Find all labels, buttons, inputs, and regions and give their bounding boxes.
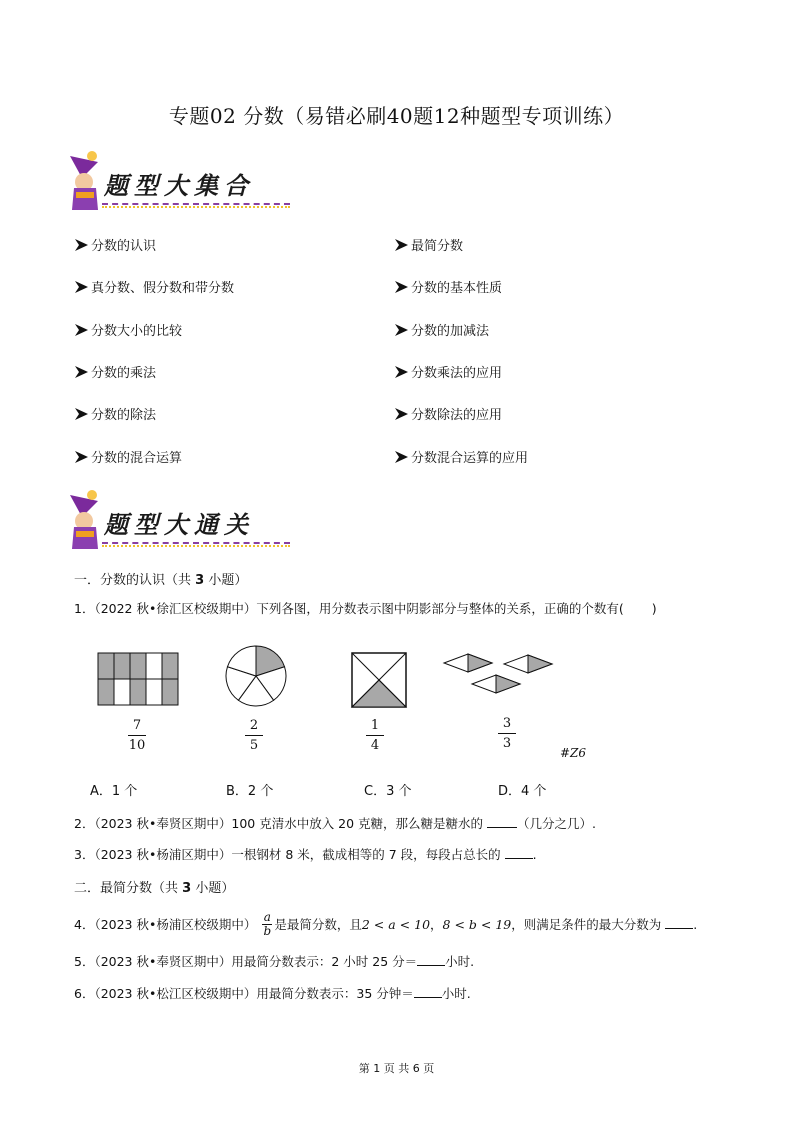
arrow-bullet-icon [74, 450, 89, 464]
answer-blank[interactable] [665, 916, 693, 929]
banner-title: 题型大通关 [104, 510, 254, 539]
arrow-bullet-icon [74, 323, 89, 337]
arrow-bullet-icon [74, 238, 89, 252]
topic-item: 真分数、假分数和带分数 [74, 277, 234, 296]
arrow-bullet-icon [74, 365, 89, 379]
arrow-bullet-icon [394, 323, 409, 337]
arrow-bullet-icon [394, 280, 409, 294]
question-3: 3．（2023 秋•杨浦区期中）一根钢材 8 米，截成相等的 7 段，每段占总长的 . [74, 847, 537, 862]
question-1: 1．（2022 秋•徐汇区校级期中）下列各图，用分数表示图中阴影部分与整体的关系，正确的个数有( ) [74, 601, 657, 616]
fraction-label: 2 5 [239, 718, 269, 753]
question-6: 6．（2023 秋•松江区校级期中）用最简分数表示：35 分钟＝ 小时. [74, 986, 471, 1001]
topic-item: 分数的基本性质 [394, 277, 502, 296]
choice-b[interactable]: B．2 个 [226, 784, 274, 799]
arrow-bullet-icon [394, 407, 409, 421]
topic-item: 分数的加减法 [394, 320, 489, 339]
wizard-mascot-icon [62, 487, 106, 551]
banner-divider [102, 542, 290, 544]
page-title: 专题02 分数（易错必刷40题12种题型专项训练） [168, 104, 625, 128]
shaded-grid-figure [97, 652, 179, 706]
section-heading: 二．最简分数（共 3 小题） [74, 881, 235, 896]
arrow-bullet-icon [394, 365, 409, 379]
topic-item: 分数除法的应用 [394, 404, 502, 423]
section-banner-types-practice [62, 487, 302, 557]
banner-divider [102, 203, 290, 205]
fraction-label: 1 4 [360, 718, 390, 753]
figure-tag: #Z6 [560, 746, 587, 760]
choice-c[interactable]: C．3 个 [364, 784, 412, 799]
question-5: 5．（2023 秋•奉贤区期中）用最简分数表示：2 小时 25 分＝ 小时. [74, 954, 475, 969]
banner-divider-dots [102, 206, 290, 208]
answer-blank[interactable] [414, 985, 442, 998]
answer-blank[interactable] [505, 846, 533, 859]
arrow-bullet-icon [394, 450, 409, 464]
topic-item: 最简分数 [394, 235, 463, 254]
wizard-mascot-icon [62, 148, 106, 212]
topic-item: 分数大小的比较 [74, 320, 182, 339]
banner-title: 题型大集合 [104, 171, 254, 200]
shaded-rhombus-figure [442, 651, 554, 699]
answer-blank[interactable] [417, 953, 445, 966]
shaded-circle-figure [224, 644, 288, 708]
fraction-label: 3 3 [492, 716, 522, 751]
answer-blank[interactable] [487, 815, 517, 828]
question-4: 4．（2023 秋•杨浦区校级期中） $\frac{a}{b}$ 是最简分数，且2 < a < 10，8 < b < 19，则满足条件的最大分数为 . [74, 910, 698, 938]
topic-item: 分数的认识 [74, 235, 156, 254]
choice-a[interactable]: A．1 个 [90, 784, 138, 799]
arrow-bullet-icon [74, 407, 89, 421]
topic-item: 分数的除法 [74, 404, 156, 423]
banner-divider-dots [102, 545, 290, 547]
topic-item: 分数混合运算的应用 [394, 447, 528, 466]
arrow-bullet-icon [74, 280, 89, 294]
section-heading: 一．分数的认识（共 3 小题） [74, 573, 248, 588]
section-banner-types-collection [62, 148, 302, 218]
topic-item: 分数乘法的应用 [394, 362, 502, 381]
fraction-a-over-b: $\frac{a}{b}$ [263, 910, 272, 938]
choice-d[interactable]: D．4 个 [498, 784, 547, 799]
shaded-square-figure [350, 651, 408, 709]
arrow-bullet-icon [394, 238, 409, 252]
question-2: 2．（2023 秋•奉贤区期中）100 克清水中放入 20 克糖，那么糖是糖水的 （几分之几）. [74, 816, 597, 831]
fraction-label: 7 10 [128, 718, 146, 753]
page-footer: 第 1 页 共 6 页 [358, 1062, 435, 1075]
topic-item: 分数的乘法 [74, 362, 156, 381]
topic-item: 分数的混合运算 [74, 447, 182, 466]
